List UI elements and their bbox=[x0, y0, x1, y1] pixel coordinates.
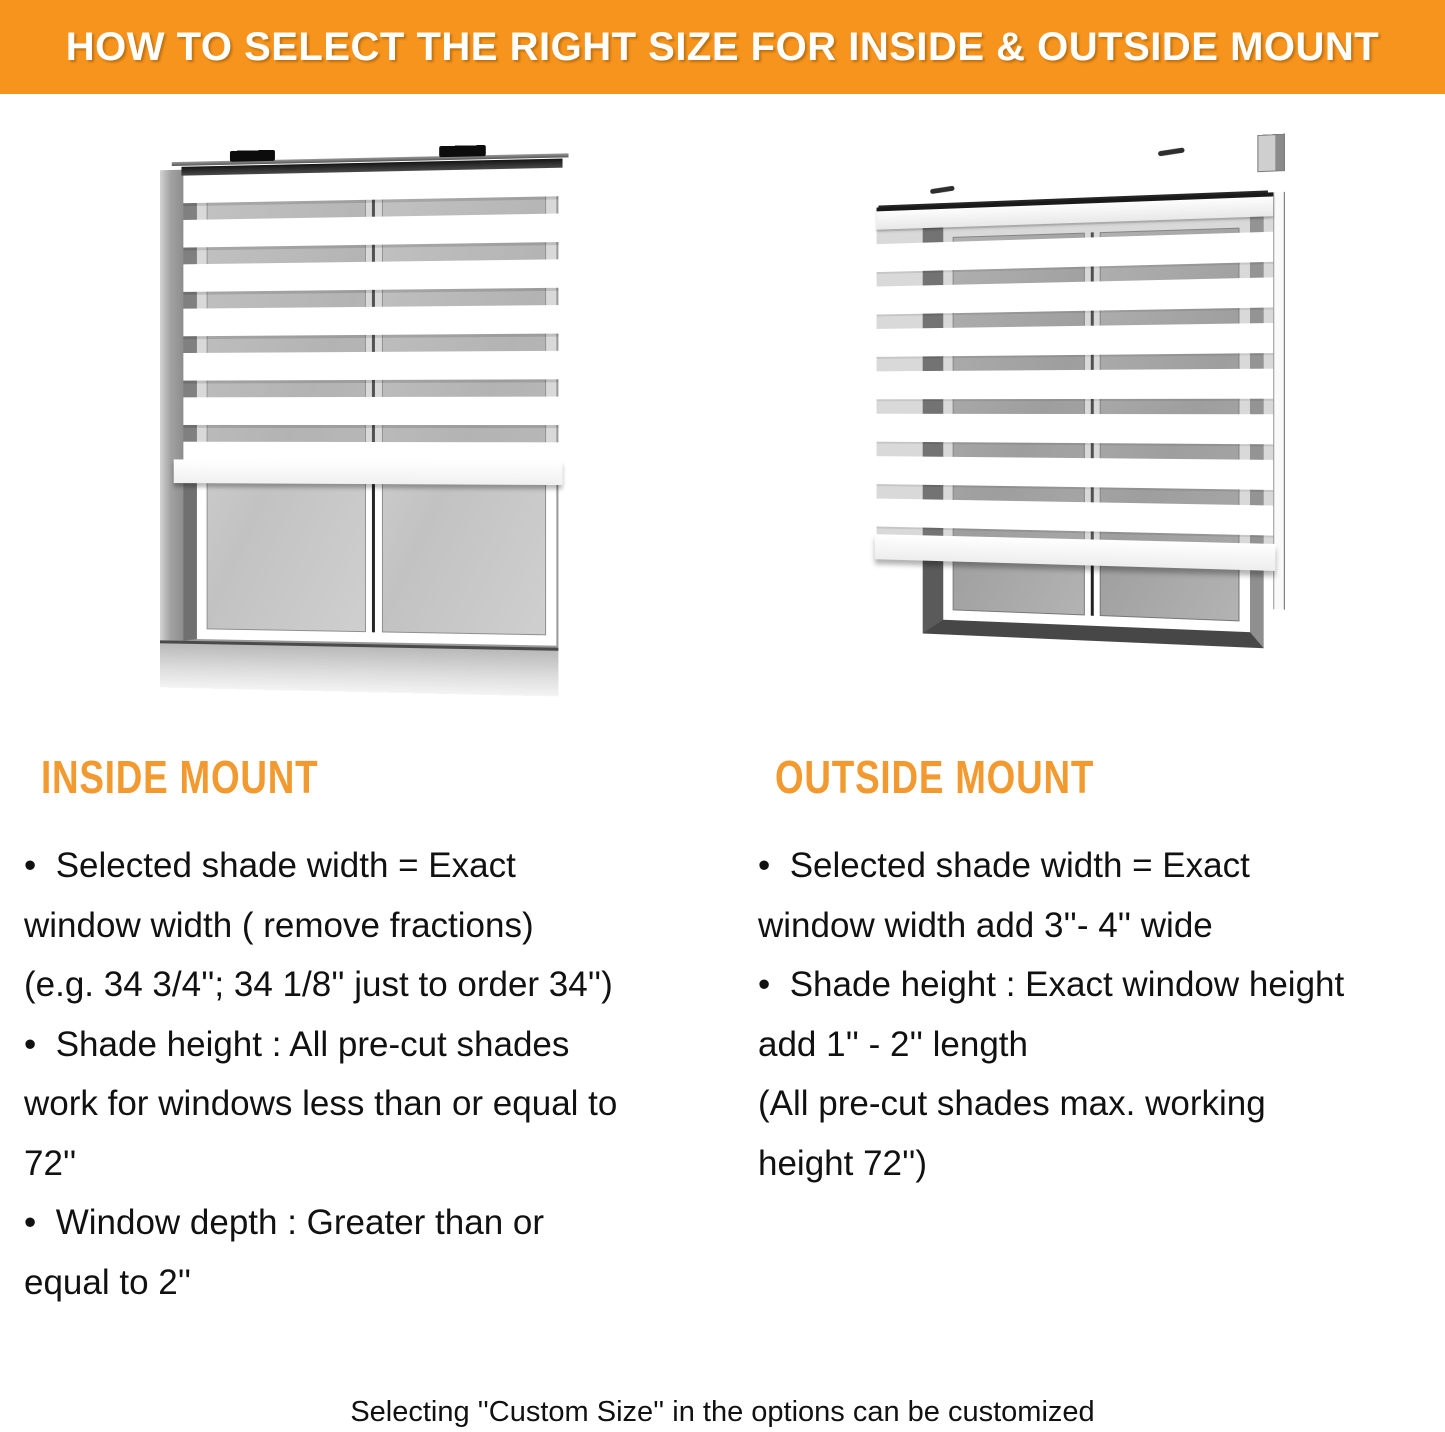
inside-mount-heading: INSIDE MOUNT bbox=[41, 751, 319, 803]
window-frame-left bbox=[160, 170, 183, 645]
text-line: • Selected shade width = Exact bbox=[758, 846, 1250, 885]
custom-size-note: Selecting ''Custom Size'' in the options can be customized bbox=[350, 1396, 1095, 1428]
outside-mount-illustration bbox=[877, 136, 1285, 679]
zebra-shade bbox=[877, 216, 1274, 546]
text-line: 72'' bbox=[24, 1143, 77, 1183]
text-line: height 72'') bbox=[758, 1143, 928, 1183]
text-line: • Shade height : Exact window height bbox=[758, 965, 1345, 1004]
wall-screw-mark-icon bbox=[1158, 147, 1185, 156]
text-line: (e.g. 34 3/4''; 34 1/8'' just to order 34'') bbox=[24, 965, 613, 1004]
text-line: • Shade height : All pre-cut shades bbox=[24, 1024, 570, 1064]
banner bbox=[0, 0, 1445, 94]
inside-mount-illustration bbox=[160, 147, 560, 696]
wall-screw-mark-icon bbox=[930, 186, 955, 194]
mounting-bracket-icon bbox=[1257, 134, 1285, 173]
outside-mount-section bbox=[758, 750, 1444, 1193]
mounting-clip-icon bbox=[230, 150, 275, 162]
text-line: work for windows less than or equal to bbox=[24, 1084, 618, 1123]
text-line: window width add 3''- 4'' wide bbox=[758, 905, 1213, 945]
text-line: • Selected shade width = Exact bbox=[24, 846, 516, 885]
outside-mount-heading: OUTSIDE MOUNT bbox=[775, 751, 1095, 803]
text-line: (All pre-cut shades max. working bbox=[758, 1084, 1266, 1123]
outside-mount-text bbox=[758, 836, 1444, 1193]
text-line: window width ( remove fractions) bbox=[24, 905, 534, 945]
text-line: add 1'' - 2'' length bbox=[758, 1024, 1028, 1064]
text-line: equal to 2'' bbox=[24, 1262, 192, 1302]
inside-mount-section bbox=[24, 750, 734, 1312]
zebra-shade bbox=[183, 168, 558, 463]
window-sill bbox=[160, 640, 558, 696]
mounting-clip-icon bbox=[439, 145, 486, 157]
banner-title: HOW TO SELECT THE RIGHT SIZE FOR INSIDE & OUTSIDE MOUNT bbox=[65, 24, 1380, 69]
inside-mount-text bbox=[24, 836, 734, 1312]
shade-bottom-rail bbox=[174, 459, 563, 485]
text-line: • Window depth : Greater than or bbox=[24, 1203, 545, 1242]
